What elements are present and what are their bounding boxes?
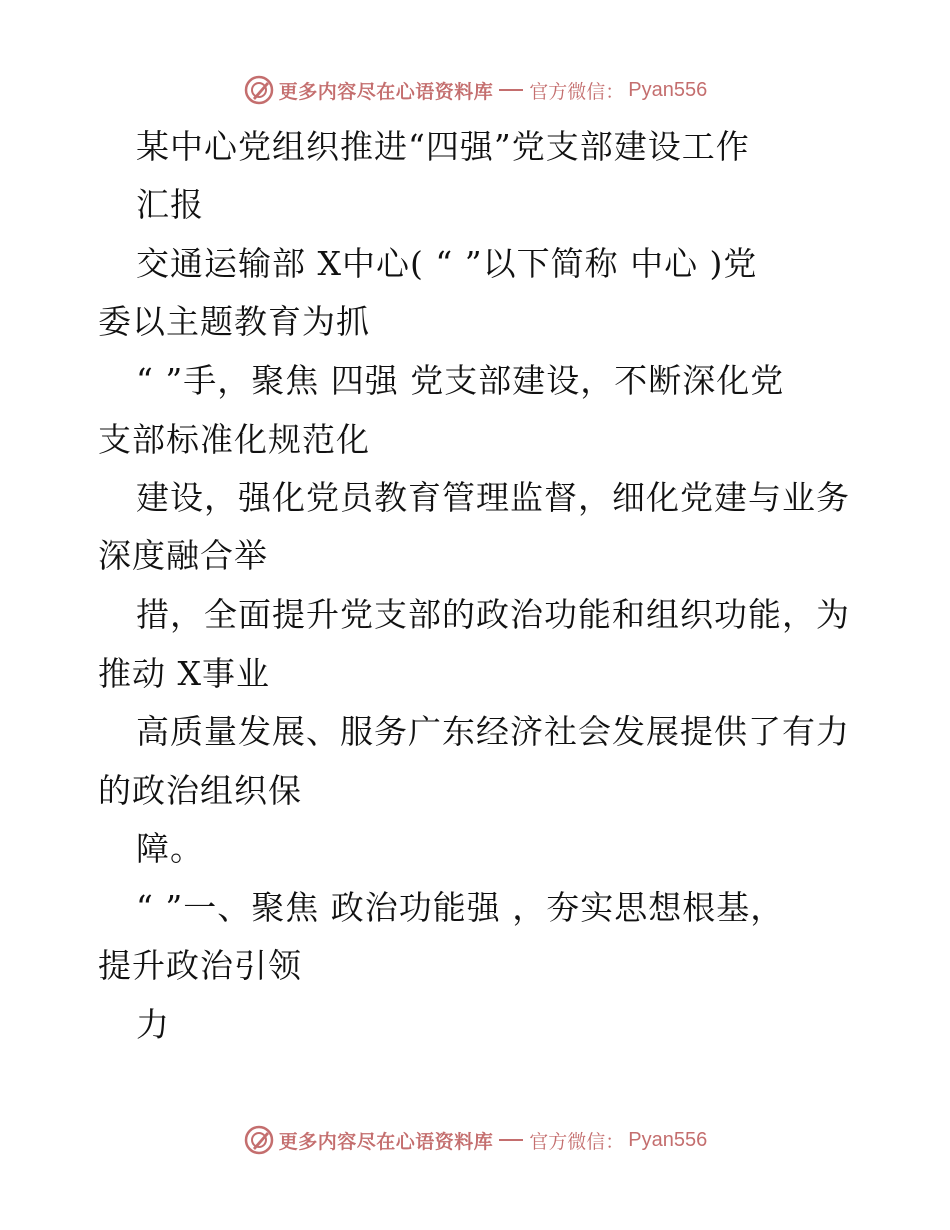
doc-text-line: 深度融合举 bbox=[98, 536, 268, 575]
doc-heading-line: 力 bbox=[136, 1005, 170, 1044]
watermark-brand: 更多内容尽在心语资料库 bbox=[278, 1130, 494, 1153]
doc-text-line: “ ”手，聚焦 四强 党支部建设，不断深化党 bbox=[136, 361, 785, 400]
doc-text-line: 交通运输部 X中心( “ ”以下简称 中心 )党 bbox=[136, 244, 758, 283]
watermark-label: 官方微信： bbox=[529, 1130, 625, 1153]
watermark-label: 官方微信： bbox=[529, 80, 625, 103]
doc-title-line-1: 某中心党组织推进“四强”党支部建设工作 bbox=[136, 127, 750, 166]
doc-text-line: 障。 bbox=[136, 829, 204, 868]
header-watermark bbox=[0, 70, 950, 110]
doc-text-line: 委以主题教育为抓 bbox=[98, 302, 370, 341]
doc-text-line: 高质量发展、服务广东经济社会发展提供了有力 bbox=[136, 712, 850, 751]
doc-text-line: 推动 X事业 bbox=[98, 654, 270, 693]
watermark-dash bbox=[499, 1139, 523, 1141]
doc-text-line: 支部标准化规范化 bbox=[98, 420, 370, 459]
doc-heading-line: “ ”一、聚焦 政治功能强 ，夯实思想根基， bbox=[136, 888, 785, 927]
pen-logo-icon bbox=[243, 1124, 275, 1156]
pen-logo-icon bbox=[243, 74, 275, 106]
doc-heading-line: 提升政治引领 bbox=[98, 946, 302, 985]
doc-text-line: 的政治组织保 bbox=[98, 771, 302, 810]
watermark-id: Pyan556 bbox=[628, 78, 708, 101]
watermark-brand: 更多内容尽在心语资料库 bbox=[278, 80, 494, 103]
watermark-id: Pyan556 bbox=[628, 1128, 708, 1151]
doc-text-line: 措，全面提升党支部的政治功能和组织功能，为 bbox=[136, 595, 850, 634]
watermark-dash bbox=[499, 89, 523, 91]
doc-text-line: 建设，强化党员教育管理监督，细化党建与业务 bbox=[136, 478, 850, 517]
footer-watermark bbox=[0, 1120, 950, 1160]
doc-title-line-2: 汇报 bbox=[136, 185, 204, 224]
